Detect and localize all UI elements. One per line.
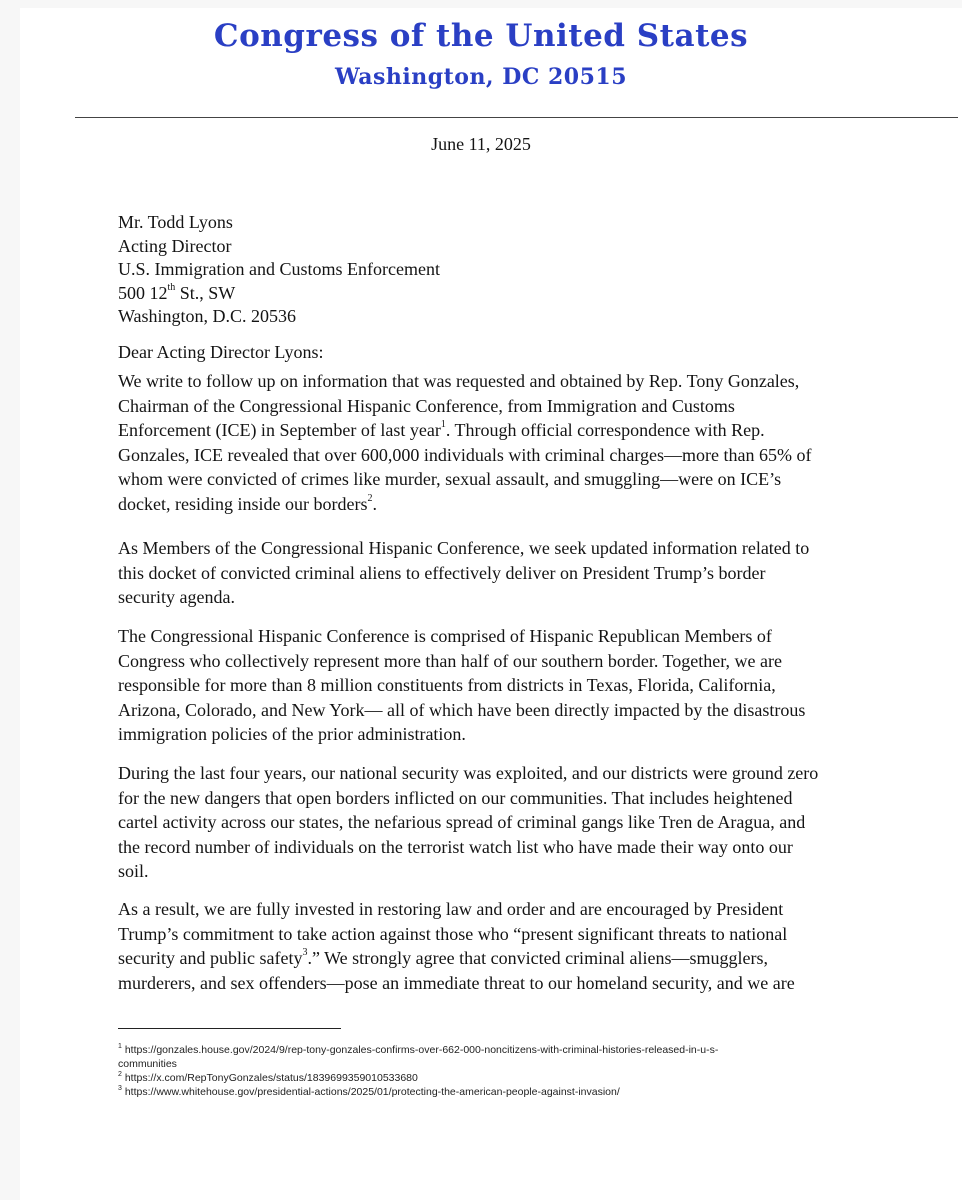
letter-date: June 11, 2025	[431, 134, 531, 154]
footnote-3: $^3$ https://www.whitehouse.gov/presidential-actions/2025/01/protecting-the-american-people-against-invasion/	[118, 1084, 620, 1098]
paragraph-3: The Congressional Hispanic Conference is comprised of Hispanic Republican Members of Congress who collectively represent more than half of our southern border. Together, we are responsible for more than 8 million constituents from districts in Texas, Florida, California, Arizona, Colorado, and New York— all of which have been directly impacted by the disastrous immigration policies of the prior administration.	[118, 626, 806, 745]
salutation: Dear Acting Director Lyons:	[118, 342, 324, 362]
footnote-ref-1: 1	[440, 419, 446, 431]
recipient-city: Washington, D.C. 20536	[118, 306, 297, 326]
footnotes	[118, 1043, 838, 1099]
recipient-address	[118, 211, 440, 329]
letterhead-rule	[75, 117, 958, 118]
letterhead-address: Washington, DC 20515	[334, 64, 628, 90]
recipient-title: Acting Director	[118, 235, 232, 256]
footnote-1: $^1$ https://gonzales.house.gov/2024/9/rep-tony-gonzales-confirms-over-662-000-noncitizens-with-criminal-histories-released-in-u-s-	[118, 1042, 719, 1056]
footnote-ref-3: 3	[302, 947, 308, 959]
recipient-street: 500 12th St., SW	[118, 281, 236, 303]
recipient-agency: U.S. Immigration and Customs Enforcement	[118, 259, 440, 279]
letterhead-title: Congress of the United States	[213, 18, 749, 54]
paragraph-1: We write to follow up on information that was requested and obtained by Rep. Tony Gonzales, Chairman of the Congressional Hispanic Conference, from Immigration and Customs Enforcement (ICE) in September of last year$^1$. Through official correspondence with Rep. Gonzales, ICE revealed that over 600,000 individuals with criminal charges—more than 65% of whom were convicted of crimes like murder, sexual assault, and smuggling—were on ICE’s docket, residing inside our borders$^2$.	[118, 371, 812, 514]
paragraph-5: As a result, we are fully invested in restoring law and order and are encouraged by President Trump’s commitment to take action against those who “present significant threats to national security and public safety$^3$.” We strongly agree that convicted criminal aliens—smugglers, murderers, and sex offenders—pose an immediate threat to our homeland security, and we are	[118, 899, 795, 993]
footnote-3-link[interactable]: https://www.whitehouse.gov/presidential-actions/2025/01/protecting-the-american-people-against-invasion/	[124, 1086, 620, 1098]
recipient-name: Mr. Todd Lyons	[118, 212, 233, 232]
paragraph-2: As Members of the Congressional Hispanic Conference, we seek updated information related to this docket of convicted criminal aliens to effectively deliver on President Trump’s border security agenda.	[118, 538, 810, 608]
footnote-1-cont[interactable]: communities	[118, 1058, 177, 1070]
footnote-1-link[interactable]: https://gonzales.house.gov/2024/9/rep-tony-gonzales-confirms-over-662-000-noncitizens-with-criminal-histories-released-in-u-s-	[124, 1044, 719, 1056]
footnote-separator	[118, 1028, 341, 1029]
footnote-ref-2: 2	[367, 492, 373, 504]
paragraph-4: During the last four years, our national security was exploited, and our districts were ground zero for the new dangers that open borders inflicted on our communities. That includes heightened cartel activity across our states, the nefarious spread of criminal gangs like Tren de Aragua, and the record number of individuals on the terrorist watch list who have made their way onto our soil.	[118, 763, 819, 882]
footnote-2-link[interactable]: https://x.com/RepTonyGonzales/status/1839699359010533680	[124, 1072, 418, 1084]
footnote-2: $^2$ https://x.com/RepTonyGonzales/status/1839699359010533680	[118, 1070, 418, 1084]
